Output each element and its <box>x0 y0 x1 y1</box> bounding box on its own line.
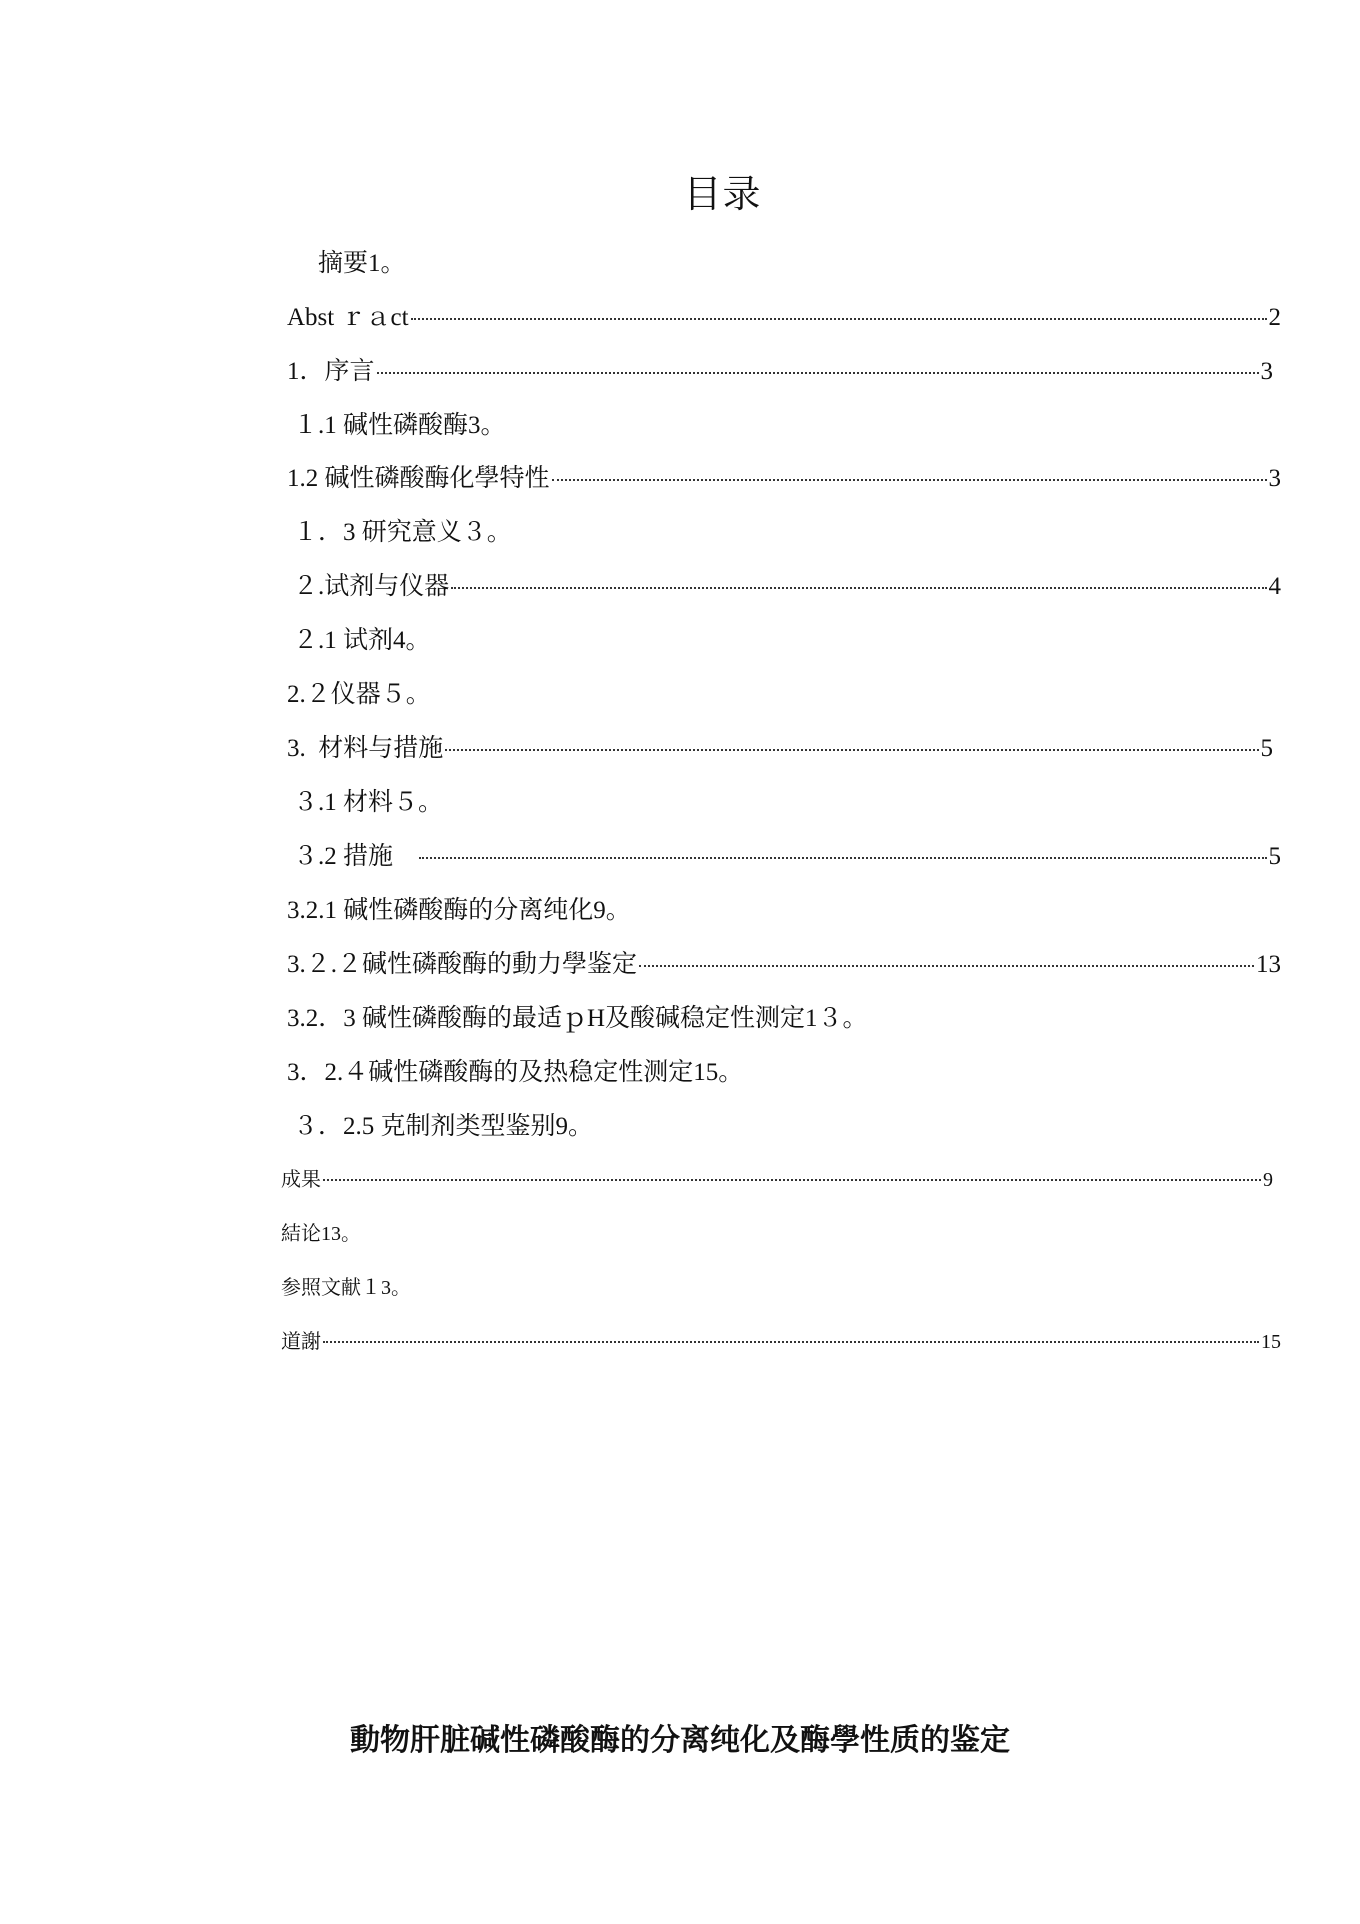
toc-entry-page: 4 <box>1268 573 1281 600</box>
toc-entry-abstract-cn[interactable] <box>318 251 406 276</box>
toc-entry-label: ２.试剂与仪器 <box>293 573 450 600</box>
toc-entry-1[interactable] <box>287 359 1273 384</box>
toc-entry-page: 5 <box>1260 735 1273 762</box>
toc-heading: 目录 <box>683 174 762 216</box>
toc-entry-label: 1．序言 <box>287 358 375 385</box>
toc-entry-label: ３．2.5 克制剂类型鉴别9。 <box>293 1113 594 1140</box>
toc-leader-dots <box>419 857 1266 859</box>
toc-entry-3-2[interactable] <box>293 844 1281 869</box>
toc-entry-label: 成果 <box>281 1169 321 1191</box>
toc-entry-label: 3.2.1 碱性磷酸酶的分离纯化9。 <box>287 897 631 924</box>
toc-entry-label: 2.２仪器５。 <box>287 681 431 708</box>
toc-entry-label: １．3 研究意义３。 <box>293 519 512 546</box>
document-title: 動物肝脏碱性磷酸酶的分离纯化及酶學性质的鉴定 <box>350 1723 1010 1758</box>
toc-entry-results[interactable] <box>281 1170 1273 1190</box>
toc-entry-label: １.1 碱性磷酸酶3。 <box>293 412 506 439</box>
toc-entry-conclusion[interactable] <box>281 1224 361 1244</box>
toc-entry-2-2[interactable] <box>287 682 431 707</box>
toc-entry-label: 3.2．3 碱性磷酸酶的最适ｐH及酸碱稳定性测定1３。 <box>287 1005 868 1032</box>
toc-entry-label: 道謝 <box>281 1331 321 1353</box>
toc-entry-page: 13 <box>1256 951 1281 978</box>
toc-entry-label: Abst ｒａct <box>287 304 409 331</box>
toc-entry-label: 3. 材料与措施 <box>287 735 444 762</box>
toc-entry-acknowledgements[interactable] <box>281 1332 1281 1352</box>
toc-entry-3-2-5[interactable] <box>293 1114 593 1139</box>
toc-entry-label: 3.２.２碱性磷酸酶的動力學鉴定 <box>287 951 638 978</box>
toc-entry-abstract-en[interactable] <box>287 305 1281 330</box>
toc-leader-dots <box>639 965 1254 967</box>
toc-entry-2-1[interactable] <box>293 628 431 653</box>
toc-entry-3-2-1[interactable] <box>287 898 631 923</box>
toc-leader-dots <box>377 372 1259 374</box>
toc-entry-label: 1.2 碱性磷酸酶化學特性 <box>287 465 550 492</box>
toc-entry-label: 摘要1。 <box>318 250 406 277</box>
toc-entry-references[interactable] <box>281 1278 411 1298</box>
toc-entry-label: ２.1 试剂4。 <box>293 627 431 654</box>
toc-entry-3-2-4[interactable] <box>287 1060 743 1085</box>
toc-entry-page: 3 <box>1268 465 1281 492</box>
toc-leader-dots <box>411 318 1267 320</box>
toc-entry-3-2-2[interactable] <box>287 952 1281 977</box>
toc-entry-1-3[interactable] <box>293 520 512 545</box>
toc-entry-page: 9 <box>1263 1169 1273 1191</box>
toc-entry-label: 3．2.４碱性磷酸酶的及热稳定性测定15。 <box>287 1059 744 1086</box>
toc-leader-dots <box>552 479 1267 481</box>
toc-entry-label: ３.2 措施 <box>293 843 394 870</box>
toc-entry-2[interactable] <box>293 574 1281 599</box>
toc-entry-label: 結论13。 <box>281 1223 361 1245</box>
toc-entry-page: 2 <box>1268 304 1281 331</box>
toc-leader-dots <box>445 749 1258 751</box>
toc-leader-dots <box>323 1341 1259 1343</box>
toc-entry-page: 3 <box>1260 358 1273 385</box>
toc-entry-1-1[interactable] <box>293 413 506 438</box>
toc-entry-3-2-3[interactable] <box>287 1006 868 1031</box>
toc-leader-dots <box>323 1179 1261 1181</box>
toc-leader-dots <box>451 587 1266 589</box>
toc-entry-1-2[interactable] <box>287 466 1281 491</box>
toc-entry-3-1[interactable] <box>293 790 443 815</box>
toc-entry-page: 15 <box>1261 1331 1281 1353</box>
toc-entry-label: 参照文献１3。 <box>281 1277 411 1299</box>
toc-entry-3[interactable] <box>287 736 1273 761</box>
toc-entry-label: ３.1 材料５。 <box>293 789 444 816</box>
toc-entry-page: 5 <box>1268 843 1281 870</box>
